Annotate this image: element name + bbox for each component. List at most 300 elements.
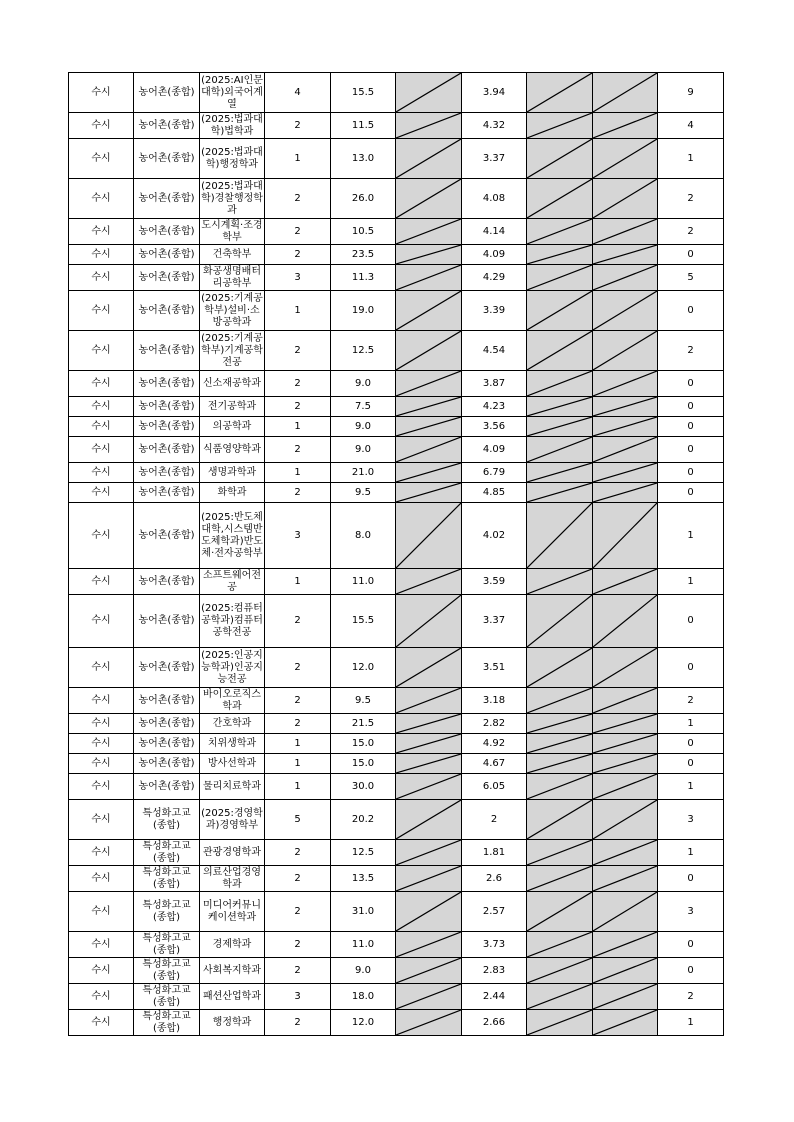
cell-dept: (2025:경영학과)경영학부 — [200, 800, 265, 840]
cell-extra: 0 — [658, 754, 724, 774]
diagonal-line — [593, 958, 657, 983]
diagonal-slash — [396, 866, 461, 891]
table-row — [69, 463, 724, 483]
cell-dept: 생명과학과 — [200, 463, 265, 483]
cell-not-applicable — [396, 714, 462, 734]
cell-quota: 2 — [265, 113, 331, 139]
diagonal-slash — [593, 688, 657, 713]
cell-not-applicable — [396, 265, 462, 291]
cell-rate: 8.0 — [331, 503, 396, 569]
diagonal-slash — [527, 714, 592, 733]
cell-not-applicable — [396, 866, 462, 892]
cell-grade: 3.37 — [462, 139, 527, 179]
cell-not-applicable — [593, 291, 658, 331]
cell-not-applicable — [396, 113, 462, 139]
diagonal-slash — [527, 958, 592, 983]
diagonal-line — [527, 688, 592, 713]
table-row — [69, 265, 724, 291]
diagonal-line — [593, 595, 657, 647]
cell-dept: (2025:반도체대학,시스템반도체학과)반도체·전자공학부 — [200, 503, 265, 569]
cell-grade: 4.92 — [462, 734, 527, 754]
cell-not-applicable — [396, 734, 462, 754]
diagonal-slash — [396, 1010, 461, 1035]
cell-not-applicable — [396, 984, 462, 1010]
cell-admission: 수시 — [69, 866, 134, 892]
cell-admission: 수시 — [69, 291, 134, 331]
diagonal-slash — [396, 371, 461, 396]
cell-not-applicable — [396, 932, 462, 958]
cell-not-applicable — [396, 371, 462, 397]
cell-not-applicable — [396, 648, 462, 688]
diagonal-line — [396, 219, 461, 244]
diagonal-line — [527, 139, 592, 178]
diagonal-slash — [396, 179, 461, 218]
table-row — [69, 984, 724, 1010]
diagonal-line — [527, 245, 592, 264]
cell-admission: 수시 — [69, 463, 134, 483]
diagonal-slash — [527, 754, 592, 773]
cell-rate: 11.0 — [331, 569, 396, 595]
cell-admission: 수시 — [69, 1010, 134, 1036]
cell-not-applicable — [527, 734, 593, 754]
cell-dept: 바이오로직스학과 — [200, 688, 265, 714]
cell-grade: 4.67 — [462, 754, 527, 774]
diagonal-line — [527, 463, 592, 482]
cell-rate: 10.5 — [331, 219, 396, 245]
diagonal-slash — [396, 688, 461, 713]
diagonal-slash — [396, 139, 461, 178]
diagonal-line — [396, 437, 461, 462]
cell-rate: 26.0 — [331, 179, 396, 219]
cell-rate: 7.5 — [331, 397, 396, 417]
cell-quota: 1 — [265, 291, 331, 331]
cell-not-applicable — [527, 754, 593, 774]
cell-dept: 방사선학과 — [200, 754, 265, 774]
cell-rate: 21.5 — [331, 714, 396, 734]
cell-not-applicable — [527, 984, 593, 1010]
table-row — [69, 932, 724, 958]
diagonal-line — [593, 866, 657, 891]
cell-extra: 4 — [658, 113, 724, 139]
cell-admission: 수시 — [69, 483, 134, 503]
cell-grade: 4.32 — [462, 113, 527, 139]
cell-grade: 4.09 — [462, 437, 527, 463]
diagonal-slash — [593, 984, 657, 1009]
diagonal-line — [593, 113, 657, 138]
cell-rate: 9.0 — [331, 437, 396, 463]
cell-not-applicable — [593, 331, 658, 371]
diagonal-line — [593, 331, 657, 370]
cell-quota: 1 — [265, 774, 331, 800]
cell-quota: 3 — [265, 503, 331, 569]
diagonal-line — [593, 417, 657, 436]
cell-not-applicable — [396, 569, 462, 595]
cell-not-applicable — [593, 417, 658, 437]
diagonal-slash — [527, 800, 592, 839]
diagonal-slash — [527, 265, 592, 290]
table-row — [69, 1010, 724, 1036]
cell-not-applicable — [527, 463, 593, 483]
diagonal-slash — [593, 734, 657, 753]
cell-not-applicable — [527, 291, 593, 331]
cell-not-applicable — [527, 688, 593, 714]
cell-extra: 2 — [658, 331, 724, 371]
cell-extra: 1 — [658, 774, 724, 800]
diagonal-slash — [527, 437, 592, 462]
diagonal-line — [593, 503, 657, 568]
diagonal-slash — [527, 113, 592, 138]
cell-extra: 1 — [658, 503, 724, 569]
cell-quota: 2 — [265, 483, 331, 503]
diagonal-slash — [396, 754, 461, 773]
cell-admission: 수시 — [69, 437, 134, 463]
cell-grade: 4.09 — [462, 245, 527, 265]
cell-not-applicable — [527, 569, 593, 595]
cell-rate: 30.0 — [331, 774, 396, 800]
cell-extra: 0 — [658, 958, 724, 984]
diagonal-line — [396, 1010, 461, 1035]
cell-extra: 9 — [658, 73, 724, 113]
cell-admission: 수시 — [69, 714, 134, 734]
cell-rate: 11.0 — [331, 932, 396, 958]
cell-grade: 3.94 — [462, 73, 527, 113]
cell-quota: 2 — [265, 714, 331, 734]
cell-not-applicable — [593, 265, 658, 291]
cell-admission: 수시 — [69, 688, 134, 714]
cell-rate: 11.5 — [331, 113, 396, 139]
diagonal-slash — [396, 958, 461, 983]
cell-admission: 수시 — [69, 397, 134, 417]
diagonal-slash — [593, 437, 657, 462]
cell-extra: 0 — [658, 932, 724, 958]
diagonal-slash — [527, 179, 592, 218]
table-row — [69, 595, 724, 648]
cell-not-applicable — [593, 73, 658, 113]
cell-type: 농어촌(종합) — [134, 417, 200, 437]
cell-type: 특성화고교(종합) — [134, 932, 200, 958]
cell-not-applicable — [593, 1010, 658, 1036]
diagonal-slash — [527, 1010, 592, 1035]
table-row — [69, 714, 724, 734]
diagonal-line — [527, 483, 592, 502]
cell-grade: 2 — [462, 800, 527, 840]
cell-grade: 4.54 — [462, 331, 527, 371]
diagonal-slash — [527, 648, 592, 687]
diagonal-line — [527, 734, 592, 753]
cell-not-applicable — [396, 219, 462, 245]
diagonal-line — [593, 892, 657, 931]
cell-type: 농어촌(종합) — [134, 179, 200, 219]
cell-not-applicable — [593, 800, 658, 840]
cell-quota: 1 — [265, 463, 331, 483]
cell-quota: 2 — [265, 397, 331, 417]
diagonal-slash — [527, 417, 592, 436]
cell-not-applicable — [593, 754, 658, 774]
cell-not-applicable — [593, 958, 658, 984]
diagonal-line — [396, 840, 461, 865]
cell-type: 농어촌(종합) — [134, 437, 200, 463]
cell-quota: 2 — [265, 595, 331, 648]
cell-quota: 1 — [265, 569, 331, 595]
diagonal-slash — [527, 73, 592, 112]
diagonal-slash — [527, 463, 592, 482]
diagonal-slash — [593, 840, 657, 865]
cell-quota: 2 — [265, 892, 331, 932]
cell-not-applicable — [593, 774, 658, 800]
cell-dept: 의공학과 — [200, 417, 265, 437]
cell-quota: 2 — [265, 958, 331, 984]
cell-rate: 13.0 — [331, 139, 396, 179]
table-row — [69, 113, 724, 139]
diagonal-line — [527, 866, 592, 891]
cell-not-applicable — [593, 437, 658, 463]
cell-quota: 4 — [265, 73, 331, 113]
cell-grade: 3.18 — [462, 688, 527, 714]
diagonal-line — [527, 437, 592, 462]
cell-rate: 31.0 — [331, 892, 396, 932]
cell-quota: 1 — [265, 734, 331, 754]
cell-dept: 패션산업학과 — [200, 984, 265, 1010]
diagonal-slash — [396, 331, 461, 370]
cell-quota: 1 — [265, 139, 331, 179]
cell-grade: 4.14 — [462, 219, 527, 245]
cell-admission: 수시 — [69, 139, 134, 179]
diagonal-slash — [396, 503, 461, 568]
cell-quota: 1 — [265, 417, 331, 437]
cell-type: 특성화고교(종합) — [134, 800, 200, 840]
diagonal-slash — [593, 463, 657, 482]
diagonal-line — [396, 139, 461, 178]
cell-quota: 5 — [265, 800, 331, 840]
diagonal-slash — [396, 774, 461, 799]
cell-extra: 0 — [658, 734, 724, 754]
cell-not-applicable — [527, 595, 593, 648]
cell-type: 농어촌(종합) — [134, 714, 200, 734]
cell-not-applicable — [527, 139, 593, 179]
cell-dept: (2025:AI인문대학)외국어계열 — [200, 73, 265, 113]
cell-not-applicable — [527, 1010, 593, 1036]
cell-extra: 3 — [658, 892, 724, 932]
diagonal-slash — [527, 483, 592, 502]
cell-not-applicable — [593, 503, 658, 569]
cell-dept: 관광경영학과 — [200, 840, 265, 866]
cell-grade: 3.87 — [462, 371, 527, 397]
cell-quota: 2 — [265, 179, 331, 219]
cell-rate: 12.5 — [331, 840, 396, 866]
diagonal-slash — [527, 569, 592, 594]
cell-type: 특성화고교(종합) — [134, 840, 200, 866]
cell-dept: 경제학과 — [200, 932, 265, 958]
diagonal-line — [396, 265, 461, 290]
diagonal-slash — [396, 437, 461, 462]
cell-quota: 2 — [265, 840, 331, 866]
diagonal-line — [396, 958, 461, 983]
cell-dept: 물리치료학과 — [200, 774, 265, 800]
cell-not-applicable — [593, 595, 658, 648]
cell-extra: 0 — [658, 866, 724, 892]
diagonal-line — [396, 73, 461, 112]
diagonal-line — [593, 754, 657, 773]
cell-extra: 2 — [658, 984, 724, 1010]
diagonal-slash — [527, 371, 592, 396]
diagonal-line — [527, 714, 592, 733]
cell-extra: 5 — [658, 265, 724, 291]
diagonal-line — [396, 483, 461, 502]
diagonal-line — [527, 503, 592, 568]
cell-dept: 미디어커뮤니케이션학과 — [200, 892, 265, 932]
cell-grade: 2.57 — [462, 892, 527, 932]
cell-not-applicable — [527, 437, 593, 463]
diagonal-line — [527, 371, 592, 396]
table-row — [69, 219, 724, 245]
cell-not-applicable — [593, 984, 658, 1010]
cell-not-applicable — [527, 800, 593, 840]
diagonal-slash — [527, 892, 592, 931]
diagonal-slash — [396, 800, 461, 839]
cell-dept: (2025:법과대학)법학과 — [201, 113, 263, 137]
cell-dept: 행정학과 — [200, 1010, 265, 1036]
cell-type: 특성화고교(종합) — [134, 1010, 200, 1036]
table-row — [69, 371, 724, 397]
cell-grade: 3.51 — [462, 648, 527, 688]
diagonal-slash — [593, 892, 657, 931]
diagonal-line — [527, 291, 592, 330]
diagonal-line — [593, 1010, 657, 1035]
diagonal-slash — [593, 179, 657, 218]
cell-not-applicable — [593, 648, 658, 688]
cell-admission: 수시 — [69, 892, 134, 932]
cell-not-applicable — [593, 371, 658, 397]
cell-rate: 20.2 — [331, 800, 396, 840]
diagonal-slash — [396, 734, 461, 753]
cell-not-applicable — [396, 483, 462, 503]
cell-not-applicable — [593, 688, 658, 714]
diagonal-slash — [527, 219, 592, 244]
diagonal-line — [593, 840, 657, 865]
cell-rate: 12.0 — [331, 1010, 396, 1036]
cell-rate: 9.5 — [331, 483, 396, 503]
cell-not-applicable — [527, 397, 593, 417]
cell-grade: 3.73 — [462, 932, 527, 958]
cell-grade: 1.81 — [462, 840, 527, 866]
cell-rate: 12.0 — [331, 648, 396, 688]
cell-quota: 3 — [265, 265, 331, 291]
diagonal-line — [396, 245, 461, 264]
diagonal-line — [527, 840, 592, 865]
cell-grade: 4.23 — [462, 397, 527, 417]
cell-dept: 전기공학과 — [200, 397, 265, 417]
diagonal-slash — [527, 688, 592, 713]
diagonal-line — [527, 958, 592, 983]
table-row — [69, 958, 724, 984]
diagonal-line — [527, 648, 592, 687]
diagonal-slash — [527, 984, 592, 1009]
cell-not-applicable — [593, 840, 658, 866]
cell-not-applicable — [527, 483, 593, 503]
diagonal-slash — [593, 219, 657, 244]
diagonal-line — [396, 984, 461, 1009]
cell-dept: 식품영양학과 — [200, 437, 265, 463]
cell-extra: 1 — [658, 714, 724, 734]
cell-not-applicable — [593, 932, 658, 958]
cell-quota: 2 — [265, 648, 331, 688]
cell-admission: 수시 — [69, 734, 134, 754]
cell-not-applicable — [396, 892, 462, 932]
table-row — [69, 139, 724, 179]
diagonal-line — [527, 569, 592, 594]
diagonal-slash — [593, 371, 657, 396]
diagonal-line — [396, 866, 461, 891]
cell-quota: 2 — [265, 688, 331, 714]
diagonal-slash — [593, 866, 657, 891]
table-row — [69, 73, 724, 113]
cell-rate: 9.5 — [331, 688, 396, 714]
cell-dept: 치위생학과 — [200, 734, 265, 754]
cell-extra: 1 — [658, 139, 724, 179]
cell-type: 농어촌(종합) — [134, 569, 200, 595]
diagonal-slash — [396, 73, 461, 112]
cell-rate: 18.0 — [331, 984, 396, 1010]
diagonal-line — [593, 73, 657, 112]
cell-not-applicable — [527, 774, 593, 800]
cell-dept: 신소재공학과 — [200, 371, 265, 397]
cell-extra: 0 — [658, 291, 724, 331]
cell-not-applicable — [527, 866, 593, 892]
cell-extra: 0 — [658, 397, 724, 417]
diagonal-line — [396, 688, 461, 713]
cell-type: 농어촌(종합) — [134, 219, 200, 245]
diagonal-line — [593, 219, 657, 244]
cell-not-applicable — [593, 113, 658, 139]
diagonal-line — [396, 291, 461, 330]
cell-rate: 21.0 — [331, 463, 396, 483]
diagonal-slash — [396, 291, 461, 330]
diagonal-slash — [593, 754, 657, 773]
diagonal-line — [527, 73, 592, 112]
table-row — [69, 840, 724, 866]
diagonal-line — [396, 179, 461, 218]
table-row — [69, 734, 724, 754]
cell-admission: 수시 — [69, 932, 134, 958]
cell-dept: 화학과 — [200, 483, 265, 503]
cell-type: 농어촌(종합) — [134, 113, 200, 139]
cell-type: 농어촌(종합) — [134, 648, 200, 688]
diagonal-slash — [396, 219, 461, 244]
cell-not-applicable — [593, 463, 658, 483]
diagonal-line — [527, 397, 592, 416]
cell-quota: 1 — [265, 754, 331, 774]
diagonal-slash — [527, 932, 592, 957]
diagonal-line — [396, 734, 461, 753]
cell-quota: 3 — [265, 984, 331, 1010]
cell-rate: 9.0 — [331, 417, 396, 437]
cell-not-applicable — [396, 139, 462, 179]
diagonal-line — [396, 113, 461, 138]
diagonal-line — [593, 291, 657, 330]
cell-extra: 2 — [658, 179, 724, 219]
cell-rate: 15.5 — [331, 73, 396, 113]
diagonal-slash — [593, 331, 657, 370]
cell-not-applicable — [396, 437, 462, 463]
cell-admission: 수시 — [69, 331, 134, 371]
diagonal-slash — [396, 714, 461, 733]
cell-not-applicable — [527, 245, 593, 265]
cell-not-applicable — [396, 397, 462, 417]
cell-grade: 3.37 — [462, 595, 527, 648]
cell-not-applicable — [527, 932, 593, 958]
diagonal-slash — [593, 397, 657, 416]
cell-not-applicable — [396, 774, 462, 800]
